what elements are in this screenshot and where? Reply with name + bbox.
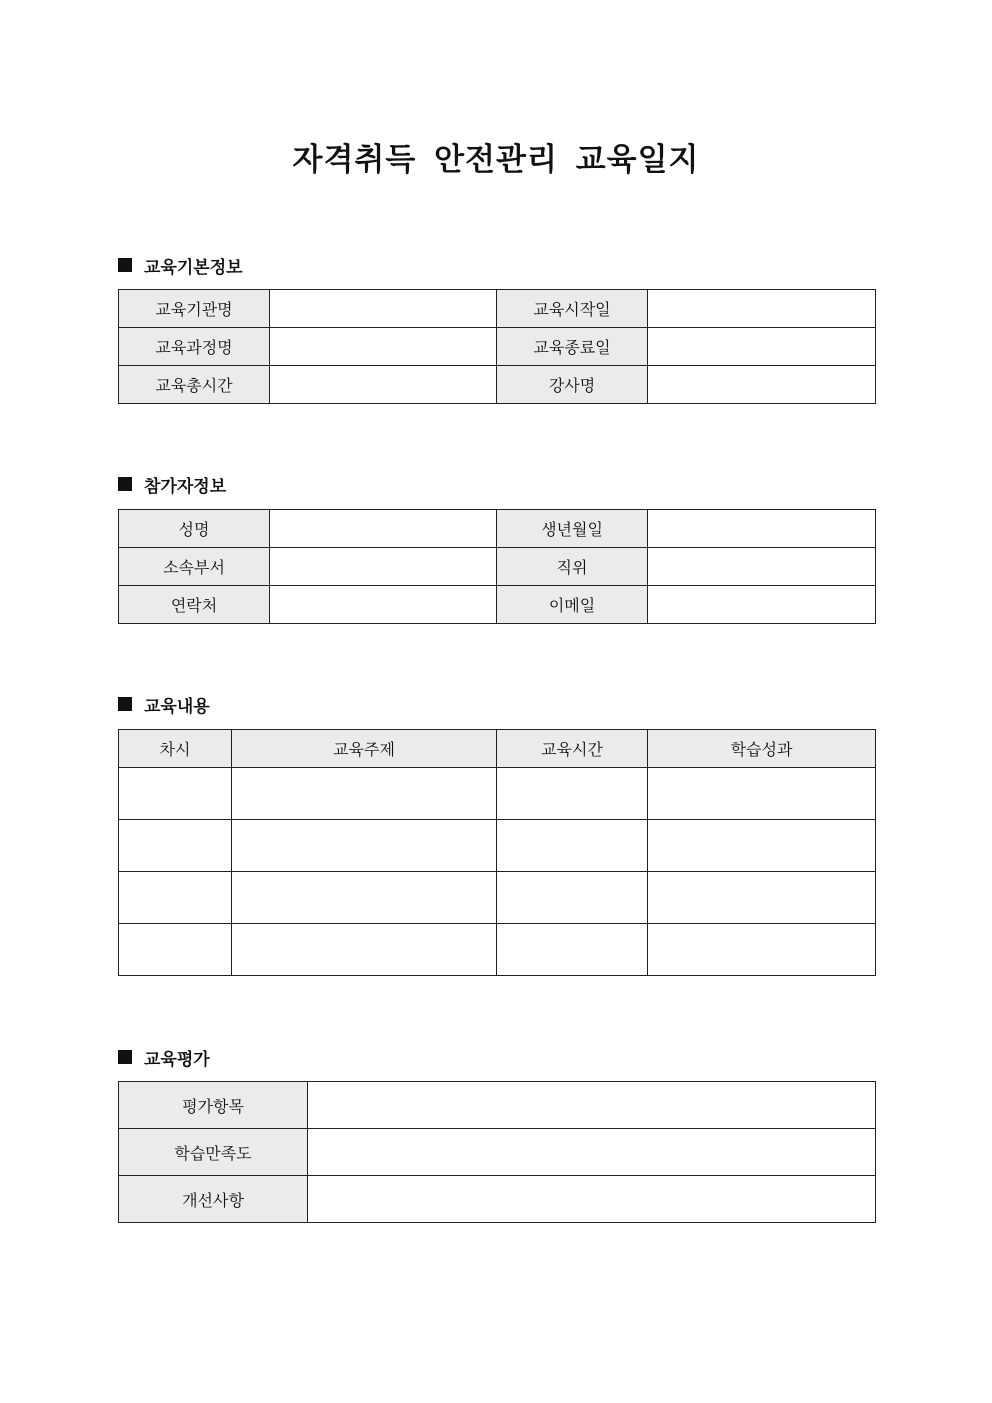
table-row xyxy=(119,1129,876,1176)
table-row xyxy=(119,924,876,976)
square-bullet-icon xyxy=(118,258,132,272)
table-cell[interactable] xyxy=(497,872,648,924)
section-heading-label: 참가자정보 xyxy=(144,476,227,497)
field-value-name[interactable] xyxy=(270,510,497,548)
table-cell[interactable] xyxy=(119,820,232,872)
field-value-end-date[interactable] xyxy=(648,328,876,366)
field-value-email[interactable] xyxy=(648,586,876,624)
table-cell[interactable] xyxy=(232,820,497,872)
table-row xyxy=(119,328,876,366)
square-bullet-icon xyxy=(118,477,132,491)
evaluation-table xyxy=(118,1081,876,1223)
field-value-course-name[interactable] xyxy=(270,328,497,366)
field-value-department[interactable] xyxy=(270,548,497,586)
field-label: 강사명 xyxy=(497,366,648,404)
field-label: 성명 xyxy=(119,510,270,548)
table-cell[interactable] xyxy=(648,820,876,872)
section-heading-participant-info xyxy=(118,472,226,496)
table-cell[interactable] xyxy=(648,872,876,924)
table-row xyxy=(119,290,876,328)
field-label: 교육종료일 xyxy=(497,328,648,366)
table-cell[interactable] xyxy=(497,820,648,872)
table-row xyxy=(119,586,876,624)
section-heading-content xyxy=(118,692,210,716)
table-cell[interactable] xyxy=(232,872,497,924)
content-table xyxy=(118,729,876,976)
field-label: 교육시작일 xyxy=(497,290,648,328)
field-label: 개선사항 xyxy=(119,1176,308,1223)
field-label: 평가항목 xyxy=(119,1082,308,1129)
field-label: 연락처 xyxy=(119,586,270,624)
column-header-time: 교육시간 xyxy=(497,730,648,768)
table-row xyxy=(119,1082,876,1129)
table-row xyxy=(119,510,876,548)
field-label: 생년월일 xyxy=(497,510,648,548)
field-value-contact[interactable] xyxy=(270,586,497,624)
field-label: 이메일 xyxy=(497,586,648,624)
field-value-improvements[interactable] xyxy=(308,1176,876,1223)
table-cell[interactable] xyxy=(232,768,497,820)
section-heading-basic-info xyxy=(118,253,243,277)
table-cell[interactable] xyxy=(232,924,497,976)
field-value-evaluation-item[interactable] xyxy=(308,1082,876,1129)
table-row xyxy=(119,820,876,872)
field-value-start-date[interactable] xyxy=(648,290,876,328)
table-row xyxy=(119,872,876,924)
column-header-outcome: 학습성과 xyxy=(648,730,876,768)
table-row xyxy=(119,768,876,820)
table-header-row xyxy=(119,730,876,768)
field-value-satisfaction[interactable] xyxy=(308,1129,876,1176)
section-heading-evaluation xyxy=(118,1045,210,1069)
column-header-topic: 교육주제 xyxy=(232,730,497,768)
basic-info-table xyxy=(118,289,876,404)
field-label: 교육과정명 xyxy=(119,328,270,366)
section-heading-label: 교육내용 xyxy=(144,696,210,717)
field-label: 학습만족도 xyxy=(119,1129,308,1176)
field-label: 교육기관명 xyxy=(119,290,270,328)
table-cell[interactable] xyxy=(497,768,648,820)
square-bullet-icon xyxy=(118,697,132,711)
field-label: 소속부서 xyxy=(119,548,270,586)
table-cell[interactable] xyxy=(497,924,648,976)
table-row xyxy=(119,1176,876,1223)
field-value-position[interactable] xyxy=(648,548,876,586)
section-heading-label: 교육기본정보 xyxy=(144,257,243,278)
field-label: 교육총시간 xyxy=(119,366,270,404)
table-cell[interactable] xyxy=(648,924,876,976)
field-value-total-hours[interactable] xyxy=(270,366,497,404)
field-value-instructor[interactable] xyxy=(648,366,876,404)
table-cell[interactable] xyxy=(119,768,232,820)
document-title: 자격취득 안전관리 교육일지 xyxy=(292,142,700,178)
participant-info-table xyxy=(118,509,876,624)
table-cell[interactable] xyxy=(119,924,232,976)
column-header-session: 차시 xyxy=(119,730,232,768)
section-heading-label: 교육평가 xyxy=(144,1049,210,1070)
table-cell[interactable] xyxy=(648,768,876,820)
table-row xyxy=(119,366,876,404)
table-cell[interactable] xyxy=(119,872,232,924)
square-bullet-icon xyxy=(118,1050,132,1064)
field-value-institution[interactable] xyxy=(270,290,497,328)
table-row xyxy=(119,548,876,586)
field-label: 직위 xyxy=(497,548,648,586)
field-value-birth-date[interactable] xyxy=(648,510,876,548)
